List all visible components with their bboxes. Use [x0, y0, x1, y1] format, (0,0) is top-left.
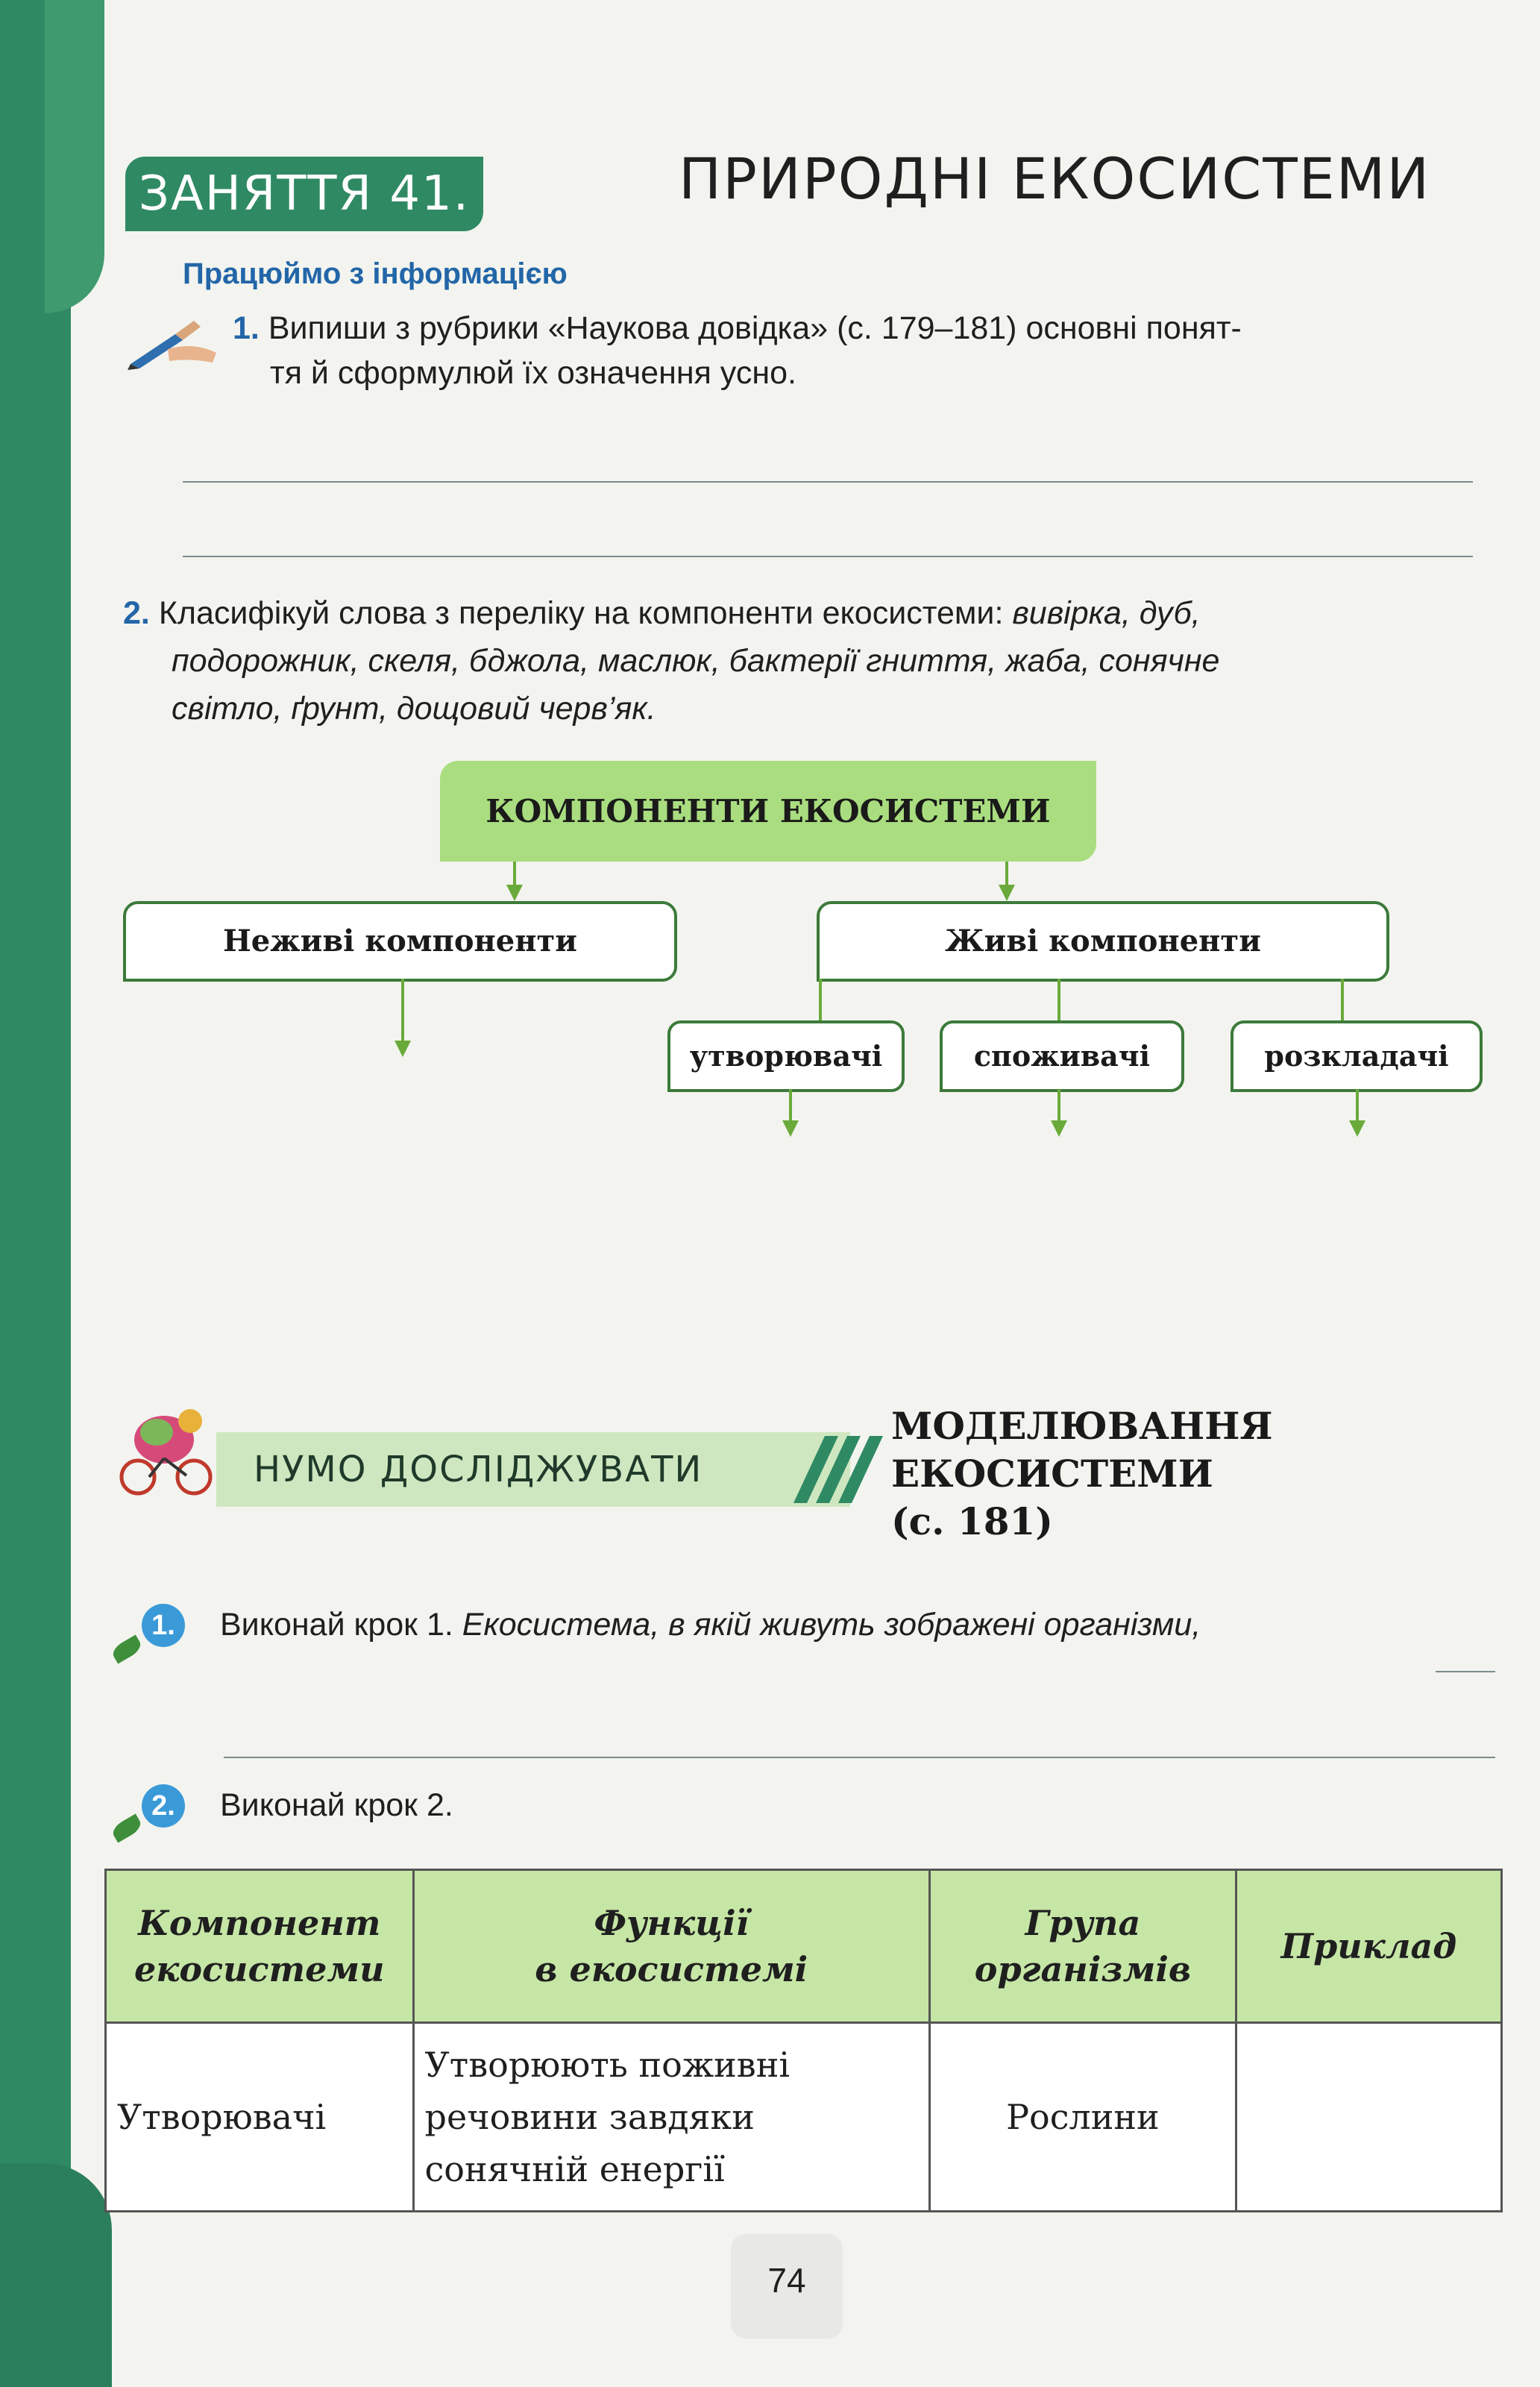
- lesson-badge: ЗАНЯТТЯ 41.: [125, 157, 483, 231]
- step-1-prefix: Виконай крок 1.: [220, 1607, 453, 1643]
- connector: [513, 862, 516, 888]
- lesson-title: ПРИРОДНІ ЕКОСИСТЕМИ: [679, 145, 1431, 212]
- table-header-row: [106, 1870, 1502, 2023]
- cell-example[interactable]: [1236, 2023, 1501, 2212]
- step-2-number: 2.: [142, 1784, 185, 1828]
- page-margin-band: [0, 0, 71, 2387]
- connector: [789, 1089, 792, 1123]
- header-line: Група: [1025, 1903, 1141, 1943]
- section-heading: Працюймо з інформацією: [183, 257, 568, 290]
- cell-component: Утворювачі: [106, 2023, 414, 2212]
- task-2-number: 2.: [123, 595, 150, 631]
- task-2-words-line3: світло, ґрунт, дощовий черв’як.: [172, 691, 656, 727]
- leaf-icon: [110, 1634, 144, 1663]
- task-2-words-line2: подорожник, скеля, бджола, маслюк, бактерії гниття, жаба, сонячне: [172, 643, 1220, 679]
- explore-title-line1: МОДЕЛЮВАННЯ: [891, 1404, 1273, 1448]
- diagram-decomposers: розкладачі: [1231, 1020, 1483, 1092]
- leaf-icon: [110, 1813, 144, 1842]
- arrow-down-icon: [1349, 1120, 1365, 1137]
- answer-line: [183, 481, 1473, 483]
- page-margin-wave: [45, 0, 104, 313]
- connector: [401, 979, 404, 1042]
- diagram-root: КОМПОНЕНТИ ЕКОСИСТЕМИ: [440, 761, 1096, 862]
- answer-line: [224, 1757, 1495, 1758]
- task-2: [123, 589, 1488, 733]
- header-line: Приклад: [1280, 1926, 1457, 1966]
- writing-hand-icon: [123, 312, 220, 371]
- step-1: [220, 1602, 1451, 1647]
- header-line: в екосистемі: [535, 1949, 808, 1989]
- answer-line: [183, 556, 1473, 557]
- diagram-producers: утворювачі: [667, 1020, 905, 1092]
- cell-function: [413, 2023, 929, 2212]
- arrow-down-icon: [395, 1041, 411, 1057]
- page-number: 74: [767, 2261, 806, 2300]
- page-corner-shape: [0, 2163, 112, 2387]
- task-2-intro: Класифікуй слова з переліку на компоненти екосистеми:: [158, 595, 1004, 631]
- connector: [1057, 979, 1060, 1020]
- components-table: [104, 1869, 1503, 2212]
- cell-group: Рослини: [929, 2023, 1236, 2212]
- header-line: Функції: [594, 1903, 749, 1943]
- connector: [1057, 1089, 1060, 1123]
- explore-title-line2: ЕКОСИСТЕМИ: [891, 1452, 1213, 1496]
- function-line: сонячній енергії: [424, 2149, 725, 2189]
- arrow-down-icon: [506, 885, 523, 901]
- arrow-down-icon: [999, 885, 1015, 901]
- diagram-consumers: споживачі: [940, 1020, 1184, 1092]
- explore-title: [891, 1402, 1273, 1546]
- cyclist-bug-icon: [112, 1387, 216, 1499]
- answer-line: [1436, 1671, 1495, 1672]
- arrow-down-icon: [782, 1120, 799, 1137]
- explore-title-line3: (с. 181): [891, 1499, 1053, 1543]
- connector: [819, 979, 822, 1020]
- explore-label: НУМО ДОСЛІДЖУВАТИ: [254, 1449, 703, 1490]
- diagram-living: Живі компоненти: [817, 901, 1389, 982]
- connector: [1356, 1089, 1359, 1123]
- diagram-nonliving: Неживі компоненти: [123, 901, 677, 982]
- arrow-down-icon: [1051, 1120, 1067, 1137]
- task-1-text-line1: Випиши з рубрики «Наукова довідка» (с. 179–181) основні понят-: [268, 310, 1242, 346]
- table-header: [1236, 1870, 1501, 2023]
- header-line: організмів: [974, 1949, 1192, 1989]
- step-2-text: Виконай крок 2.: [220, 1787, 453, 1823]
- task-1-number: 1.: [233, 310, 260, 346]
- task-2-words-line1: вивірка, дуб,: [1012, 595, 1201, 631]
- task-1: [233, 306, 1486, 395]
- header-line: екосистеми: [133, 1949, 385, 1989]
- table-row: [106, 2023, 1502, 2212]
- task-1-text-line2: тя й сформулюй їх означення усно.: [270, 355, 796, 391]
- function-line: речовини завдяки: [424, 2097, 755, 2137]
- table-header: [106, 1870, 414, 2023]
- header-line: Компонент: [138, 1903, 381, 1943]
- step-1-text: Екосистема, в якій живуть зображені організми,: [462, 1607, 1201, 1643]
- table-header: [413, 1870, 929, 2023]
- connector: [1005, 862, 1008, 888]
- connector: [1341, 979, 1344, 1020]
- step-1-number: 1.: [142, 1604, 185, 1647]
- function-line: Утворюють поживні: [424, 2045, 791, 2085]
- table-header: [929, 1870, 1236, 2023]
